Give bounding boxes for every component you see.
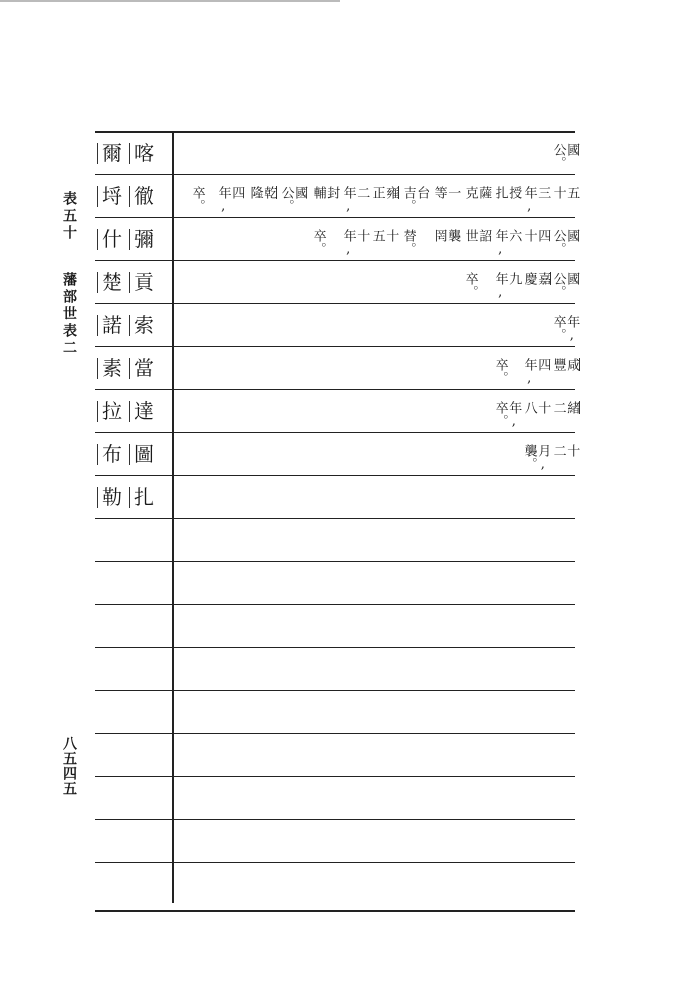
row-divider — [95, 303, 575, 304]
table-top-border — [95, 131, 575, 133]
record-entry: 詔 世 — [462, 229, 492, 242]
table-name-divider — [172, 131, 174, 903]
record-entry: 乾 隆 — [247, 186, 277, 199]
row-divider — [95, 174, 575, 175]
row-divider — [95, 475, 575, 476]
row-divider — [95, 432, 575, 433]
row-divider — [95, 647, 575, 648]
record-entry: 薩 克 — [462, 186, 492, 199]
record-entry: 國 公。 — [550, 272, 580, 298]
row-divider — [95, 389, 575, 390]
row-divider — [95, 561, 575, 562]
row-divider — [95, 819, 575, 820]
record-entry: 十 八 — [521, 401, 551, 414]
table-bottom-border — [95, 910, 575, 912]
record-entry: 四 十 — [521, 229, 551, 242]
row-divider — [95, 346, 575, 347]
row-name-char: 貢 — [134, 272, 154, 292]
record-entry: 國 公。 — [278, 186, 308, 212]
record-entry: 咸 豐 — [550, 358, 580, 371]
record-entry: 十 年, — [340, 229, 370, 257]
row-name-char: 達 — [134, 401, 154, 421]
row-name-char: 索 — [134, 315, 154, 335]
record-entry: 襲 罔 — [431, 229, 461, 242]
row-name-char: 圖 — [134, 444, 154, 464]
record-entry: 卒。 — [492, 358, 508, 384]
record-entry: 四 年, — [521, 358, 551, 386]
row-name-char: 楚 — [102, 272, 122, 292]
row-divider — [95, 690, 575, 691]
row-name-char: 什 — [102, 229, 122, 249]
row-divider — [95, 776, 575, 777]
row-divider — [95, 862, 575, 863]
record-entry: 十 二 — [550, 444, 580, 457]
row-divider — [95, 260, 575, 261]
record-entry: 卒。 — [310, 229, 326, 255]
record-entry: 封 輔 — [310, 186, 340, 199]
row-name-char: 布 — [102, 444, 122, 464]
row-name-char: 埒 — [102, 186, 122, 206]
row-name-char: 喀 — [134, 143, 154, 163]
record-entry: 一 等 — [431, 186, 461, 199]
record-entry: 替。 — [400, 229, 416, 255]
record-entry: 九 年, — [492, 272, 522, 300]
table-title: 表五十 — [61, 191, 77, 242]
record-entry: 卒。 — [462, 272, 478, 298]
record-entry: 國 公。 — [550, 229, 580, 255]
row-name-char: 拉 — [102, 401, 122, 421]
row-divider — [95, 733, 575, 734]
table-subtitle: 藩部世表二 — [61, 272, 77, 357]
row-name-char: 徹 — [134, 186, 154, 206]
record-entry: 卒。 — [189, 186, 205, 212]
row-divider — [95, 518, 575, 519]
record-entry: 二 年, — [340, 186, 370, 214]
row-name-char: 素 — [102, 358, 122, 378]
row-name-char: 彌 — [134, 229, 154, 249]
record-entry: 年, 卒。 — [492, 401, 522, 429]
record-entry: 授 扎 — [492, 186, 522, 199]
record-entry: 雍 正 — [369, 186, 399, 199]
record-entry: 三 年, — [521, 186, 551, 214]
record-entry: 五 十 — [550, 186, 580, 199]
page-number: 八五四五 — [61, 736, 77, 796]
row-name-char: 勒 — [102, 487, 122, 507]
row-name-char: 諾 — [102, 315, 122, 335]
record-entry: 十 五 — [369, 229, 399, 242]
record-entry: 月, 襲。 — [521, 444, 551, 472]
top-rule — [0, 0, 340, 2]
row-divider — [95, 604, 575, 605]
record-entry: 四 年, — [215, 186, 245, 214]
record-entry: 緒 二 — [550, 401, 580, 414]
row-name-char: 當 — [134, 358, 154, 378]
record-entry: 六 年, — [492, 229, 522, 257]
row-name-char: 扎 — [134, 487, 154, 507]
record-entry: 年, 卒。 — [550, 315, 580, 343]
record-entry: 嘉 慶 — [521, 272, 551, 285]
row-name-char: 爾 — [102, 143, 122, 163]
row-divider — [95, 217, 575, 218]
record-entry: 台 吉。 — [400, 186, 430, 212]
record-entry: 國 公。 — [550, 143, 580, 169]
